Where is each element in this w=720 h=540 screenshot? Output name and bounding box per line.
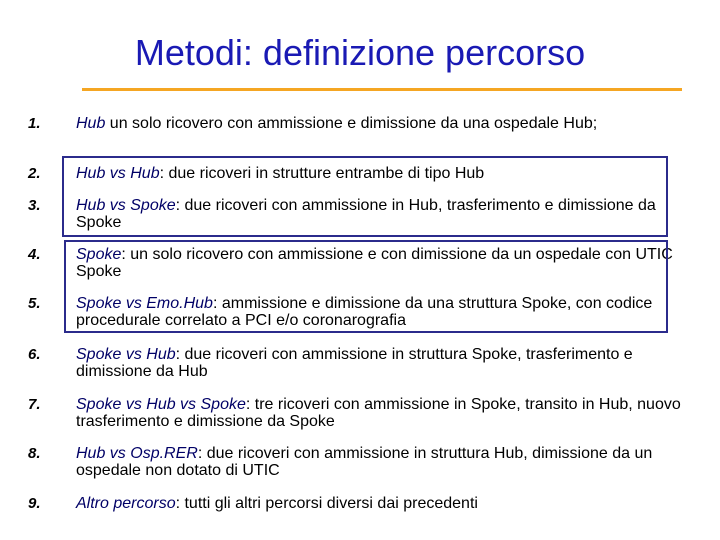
item-label: Spoke vs Hub: [76, 346, 176, 363]
item-description: un solo ricovero con ammissione e dimissione da una ospedale Hub;: [105, 115, 598, 132]
item-number: 6.: [28, 346, 41, 363]
item-description: : ammissione e dimissione da una struttura Spoke, con codice procedurale correlato a PCI e/o coronarografia: [76, 295, 653, 329]
item-description: : due ricoveri con ammissione in Hub, trasferimento e dimissione da Spoke: [76, 197, 656, 231]
item-text: [76, 445, 696, 479]
item-label: Hub: [76, 115, 106, 132]
item-number: 4.: [28, 246, 41, 263]
item-number: 9.: [28, 495, 41, 512]
item-number: 1.: [28, 115, 41, 132]
item-number: 5.: [28, 295, 41, 312]
item-label: Altro percorso: [76, 495, 176, 512]
item-label: Spoke vs Hub vs Spoke: [76, 396, 246, 413]
item-text: [76, 346, 696, 380]
item-number: 2.: [28, 165, 41, 182]
item-description: : tre ricoveri con ammissione in Spoke, transito in Hub, nuovo trasferimento e dimissione da Spoke: [76, 396, 681, 430]
item-description: : un solo ricovero con ammissione e con dimissione da un ospedale con UTIC Spoke: [76, 246, 673, 280]
item-number: 7.: [28, 396, 41, 413]
item-label: Hub vs Osp.RER: [76, 445, 198, 462]
item-label: Spoke: [76, 246, 122, 263]
item-description: : due ricoveri con ammissione in struttura Spoke, trasferimento e dimissione da Hub: [76, 346, 633, 380]
item-text: [76, 396, 696, 430]
slide-title: Metodi: definizione percorso: [134, 32, 586, 73]
item-description: : due ricoveri con ammissione in struttura Hub, dimissione da un ospedale non dotato di UTIC: [76, 445, 653, 479]
highlight-box-hub: [62, 156, 668, 237]
item-number: 3.: [28, 197, 41, 214]
item-description: : due ricoveri in strutture entrambe di tipo Hub: [159, 165, 485, 182]
title-underline: [82, 88, 682, 91]
highlight-box-spoke: [64, 240, 668, 333]
item-text: [76, 115, 696, 132]
item-label: Hub vs Hub: [76, 165, 160, 182]
item-number: 8.: [28, 445, 41, 462]
item-text: [76, 495, 696, 512]
item-label: Hub vs Spoke: [76, 197, 176, 214]
item-description: : tutti gli altri percorsi diversi dai precedenti: [175, 495, 478, 512]
item-label: Spoke vs Emo.Hub: [76, 295, 213, 312]
